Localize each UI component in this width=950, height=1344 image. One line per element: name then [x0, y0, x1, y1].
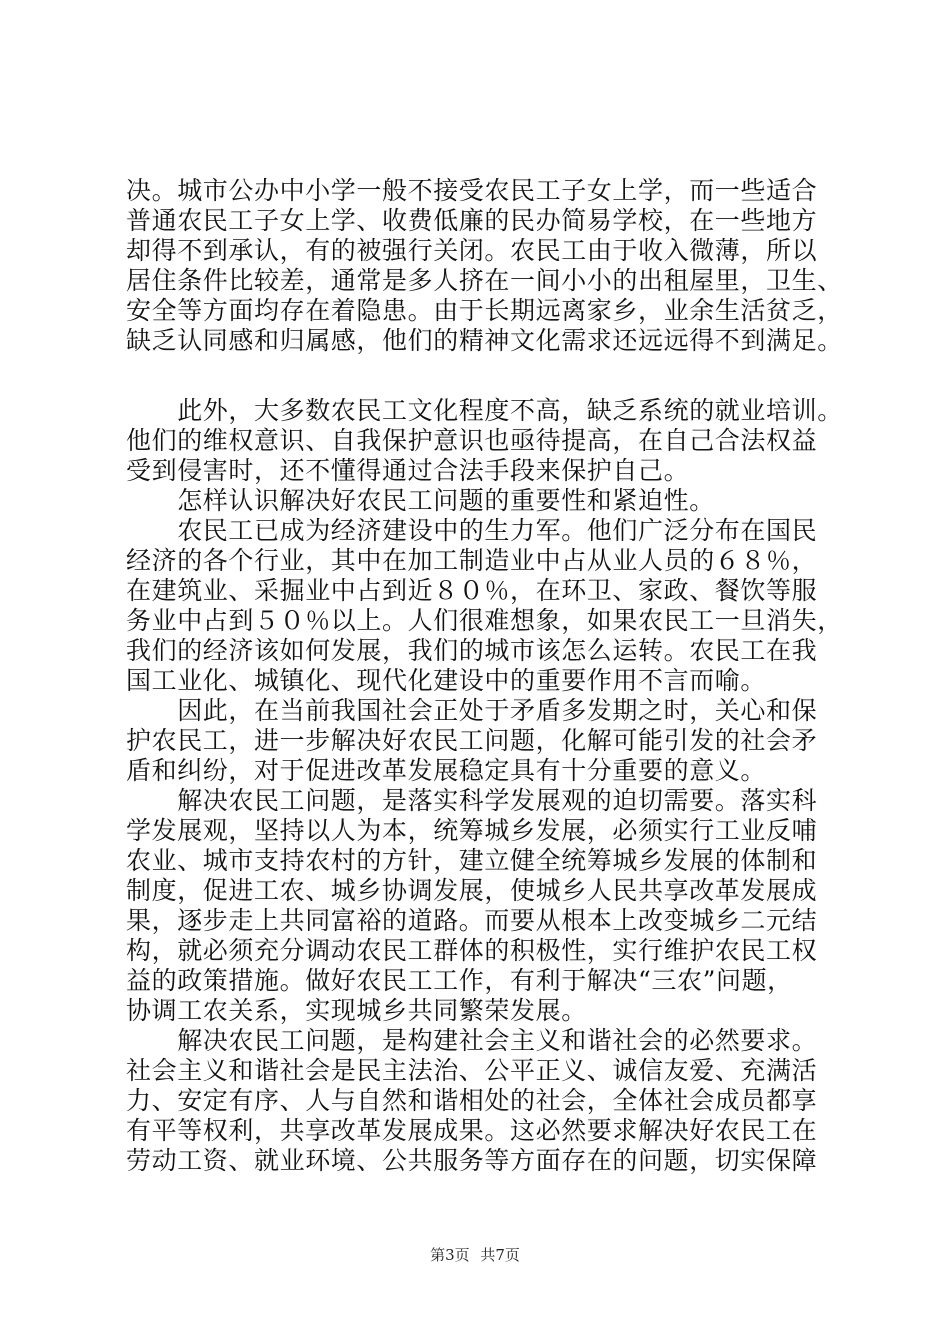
paragraph-block-2 [126, 396, 846, 1176]
text-line: 我们的经济该如何发展，我们的城市该怎么运转。农民工在我 [126, 636, 818, 665]
text-line: 农业、城市支持农村的方针，建立健全统筹城乡发展的体制和 [126, 846, 818, 875]
text-line: 怎样认识解决好农民工问题的重要性和紧迫性。 [126, 486, 715, 515]
paragraph-block-1 [126, 176, 846, 356]
text-line: 力、安定有序、人与自然和谐相处的社会，全体社会成员都享 [126, 1086, 818, 1115]
text-line: 却得不到承认，有的被强行关闭。农民工由于收入微薄，所以 [126, 236, 818, 265]
text-line: 安全等方面均存在着隐患。由于长期远离家乡，业余生活贫乏， [126, 296, 843, 325]
page-total: 共7页 [480, 1246, 520, 1264]
text-line: 普通农民工子女上学、收费低廉的民办简易学校，在一些地方 [126, 206, 818, 235]
text-line: 构，就必须充分调动农民工群体的积极性，实行维护农民工权 [126, 936, 818, 965]
text-line: 解决农民工问题，是构建社会主义和谐社会的必然要求。 [126, 1026, 818, 1055]
text-line: 农民工已成为经济建设中的生力军。他们广泛分布在国民 [126, 516, 818, 545]
text-line: 务业中占到５０％以上。人们很难想象，如果农民工一旦消失， [126, 606, 843, 635]
text-line: 社会主义和谐社会是民主法治、公平正义、诚信友爱、充满活 [126, 1056, 818, 1085]
text-line: 协调工农关系，实现城乡共同繁荣发展。 [126, 996, 587, 1025]
text-line: 此外，大多数农民工文化程度不高，缺乏系统的就业培训。 [126, 396, 843, 425]
text-line: 制度，促进工农、城乡协调发展，使城乡人民共享改革发展成 [126, 876, 818, 905]
text-line: 护农民工，进一步解决好农民工问题，化解可能引发的社会矛 [126, 726, 818, 755]
text-line: 居住条件比较差，通常是多人挤在一间小小的出租屋里，卫生、 [126, 266, 843, 295]
text-line: 决。城市公办中小学一般不接受农民工子女上学，而一些适合 [126, 176, 818, 205]
page-footer [0, 1245, 950, 1265]
text-line: 解决农民工问题，是落实科学发展观的迫切需要。落实科 [126, 786, 818, 815]
text-line: 因此，在当前我国社会正处于矛盾多发期之时，关心和保 [126, 696, 818, 725]
text-line: 经济的各个行业，其中在加工制造业中占从业人员的６８％， [126, 546, 818, 575]
text-line: 益的政策措施。做好农民工工作，有利于解决“三农”问题， [126, 966, 793, 995]
text-line: 盾和纠纷，对于促进改革发展稳定具有十分重要的意义。 [126, 756, 767, 785]
text-line: 国工业化、城镇化、现代化建设中的重要作用不言而喻。 [126, 666, 767, 695]
text-line: 学发展观，坚持以人为本，统筹城乡发展，必须实行工业反哺 [126, 816, 818, 845]
text-line: 他们的维权意识、自我保护意识也亟待提高，在自己合法权益 [126, 426, 818, 455]
text-line: 劳动工资、就业环境、公共服务等方面存在的问题，切实保障 [126, 1146, 818, 1175]
text-line: 果，逐步走上共同富裕的道路。而要从根本上改变城乡二元结 [126, 906, 818, 935]
text-line: 受到侵害时，还不懂得通过合法手段来保护自己。 [126, 456, 690, 485]
text-line: 有平等权利，共享改革发展成果。这必然要求解决好农民工在 [126, 1116, 818, 1145]
page-number: 第3页 [430, 1246, 470, 1264]
text-line: 缺乏认同感和归属感，他们的精神文化需求还远远得不到满足。 [126, 326, 843, 355]
text-line: 在建筑业、采掘业中占到近８０％，在环卫、家政、餐饮等服 [126, 576, 818, 605]
